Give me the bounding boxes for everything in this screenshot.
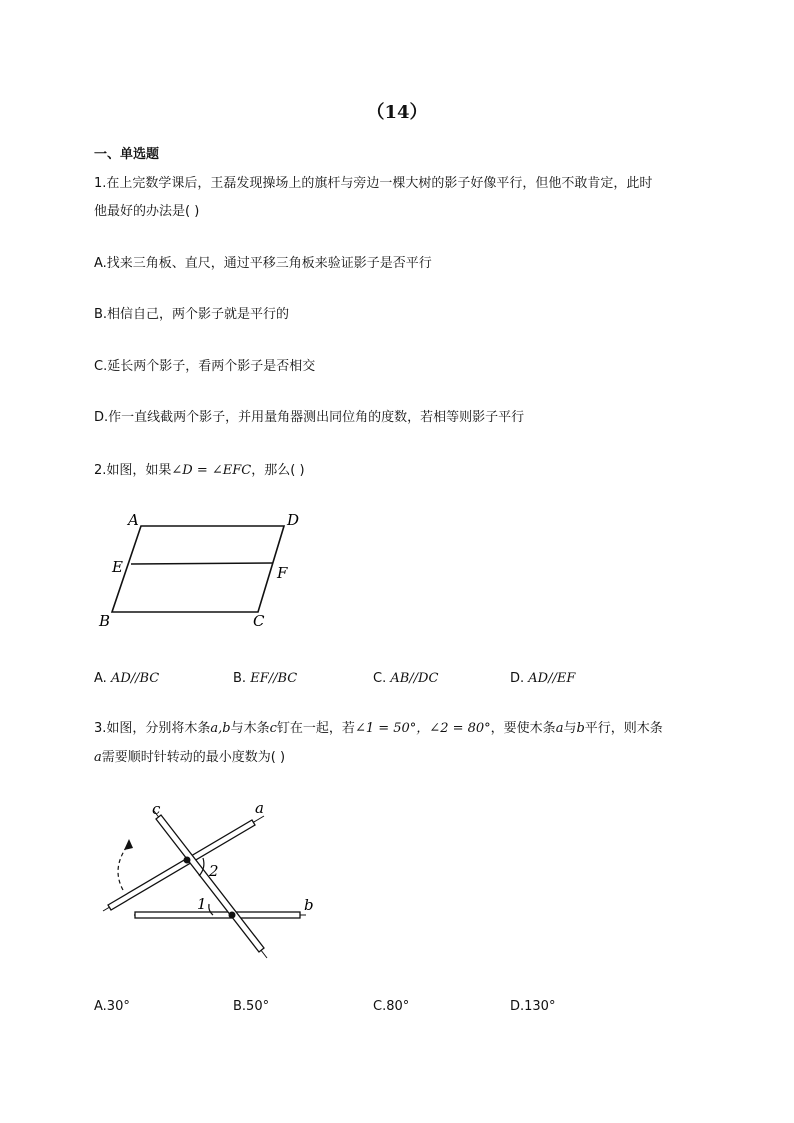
rotation-arrow-path: [118, 845, 128, 890]
rotation-arrowhead-icon: [124, 839, 133, 850]
q3-figure-sticks: [96, 798, 326, 963]
q2-option-a: [94, 671, 159, 686]
label-angle-1: 1: [197, 895, 207, 913]
label-e: E: [112, 558, 123, 576]
q3-text: ，要使木条: [490, 721, 556, 736]
q3-stem-line1: [94, 716, 663, 742]
q3-var-ab: a,b: [210, 721, 231, 736]
label-c: C: [253, 612, 265, 630]
stick-a: [108, 820, 255, 910]
q2-stem-math: ∠D = ∠EFC: [171, 463, 252, 478]
label-b: b: [304, 896, 314, 914]
label-b: B: [99, 612, 111, 630]
q2-option-d-letter: D.: [510, 671, 525, 686]
q1-option-d: D.作一直线截两个影子，并用量角器测出同位角的度数，若相等则影子平行: [94, 410, 525, 425]
q1-stem-line1: 1.在上完数学课后，王磊发现操场上的旗杆与旁边一棵大树的影子好像平行，但他不敢肯定，此时: [94, 176, 653, 191]
parallelogram-abcd: [112, 526, 284, 612]
label-a: a: [255, 799, 264, 817]
label-a: A: [128, 511, 139, 529]
q3-var-b: b: [576, 721, 585, 736]
q3-option-c: C.80°: [373, 999, 410, 1014]
q1-option-c: C.延长两个影子，看两个影子是否相交: [94, 359, 316, 374]
q3-var-c: c: [269, 721, 277, 736]
q3-text: 3.如图，分别将木条: [94, 721, 211, 736]
q3-stem-line2: [94, 745, 285, 771]
q2-option-c-letter: C.: [373, 671, 387, 686]
label-angle-2: 2: [209, 862, 219, 880]
q2-option-b-math: EF//BC: [250, 671, 298, 686]
stick-c: [156, 815, 264, 952]
q2-option-c-math: AB//DC: [390, 671, 439, 686]
q2-option-a-letter: A.: [94, 671, 107, 686]
q3-text: 与: [563, 721, 577, 736]
q2-option-b: [233, 671, 297, 686]
q3-var-a: a: [94, 750, 102, 765]
label-f: F: [277, 564, 288, 582]
label-d: D: [287, 511, 300, 529]
q2-stem: [94, 458, 305, 484]
q2-option-c: [373, 671, 438, 686]
q3-angles: ∠1 = 50°，∠2 = 80°: [354, 721, 491, 736]
q2-option-d-math: AD//EF: [528, 671, 576, 686]
q2-option-a-math: AD//BC: [110, 671, 160, 686]
q3-text: 平行，则木条: [584, 721, 663, 736]
section-heading: 一、单选题: [94, 147, 160, 162]
page-title: （14）: [366, 102, 428, 123]
q3-option-a: A.30°: [94, 999, 130, 1014]
q2-option-b-letter: B.: [233, 671, 247, 686]
q3-text: 钉在一起，若: [276, 721, 355, 736]
nail-bottom: [229, 912, 236, 919]
q3-text: 与木条: [230, 721, 270, 736]
stick-b: [135, 912, 300, 918]
q2-stem-suffix: ，那么( ): [251, 463, 305, 478]
q2-option-d: [510, 671, 575, 686]
q2-stem-prefix: 2.如图，如果: [94, 463, 172, 478]
q2-figure-parallelogram: [96, 508, 336, 633]
q1-stem-line2: 他最好的办法是( ): [94, 204, 200, 219]
q1-option-b: B.相信自己，两个影子就是平行的: [94, 307, 290, 322]
q3-text: 需要顺时针转动的最小度数为( ): [101, 750, 286, 765]
label-c: c: [152, 800, 161, 818]
q3-option-d: D.130°: [510, 999, 556, 1014]
q3-var-a: a: [555, 721, 564, 736]
q1-option-a: A.找来三角板、直尺，通过平移三角板来验证影子是否平行: [94, 256, 432, 271]
q3-option-b: B.50°: [233, 999, 270, 1014]
nail-top: [184, 857, 191, 864]
segment-ef: [131, 563, 273, 564]
